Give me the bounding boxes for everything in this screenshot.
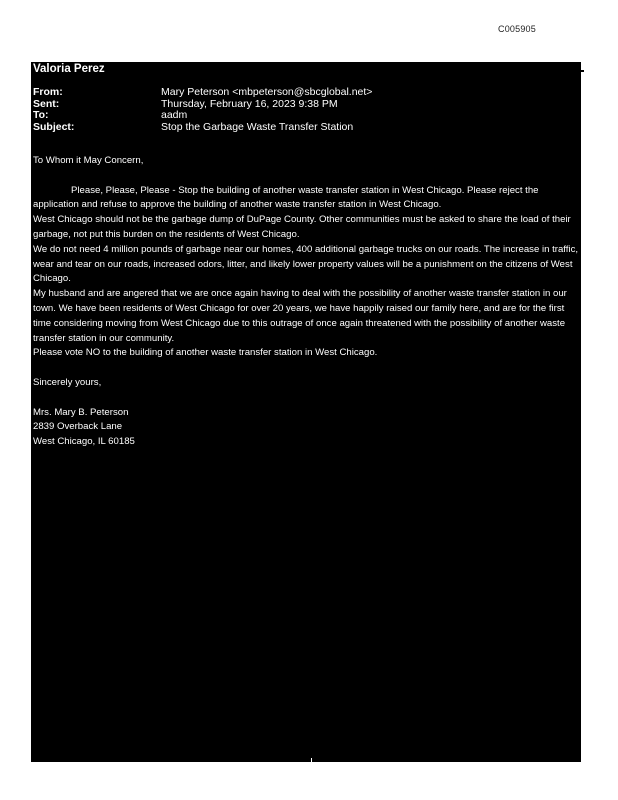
email-page xyxy=(31,62,581,762)
closing: Sincerely yours, xyxy=(33,376,102,388)
email-header xyxy=(33,87,573,133)
signature-name: Mrs. Mary B. Peterson xyxy=(33,406,129,418)
paragraph-5: Please vote NO to the building of another waste transfer station in West Chicago. xyxy=(33,347,378,359)
from-row xyxy=(33,87,573,99)
to-row xyxy=(33,110,573,122)
salutation: To Whom it May Concern, xyxy=(33,155,144,166)
subject-value: Stop the Garbage Waste Transfer Station xyxy=(161,120,354,133)
paragraph-2: West Chicago should not be the garbage dump of DuPage County. Other communities must be asked to share the load of their garbage, not put this burden on the residents of West Chicago. xyxy=(33,214,571,240)
sent-label: Sent: xyxy=(33,97,60,110)
document-id: C005905 xyxy=(498,24,536,34)
edge-mark xyxy=(581,70,584,72)
from-value: Mary Peterson <mbpeterson@sbcglobal.net> xyxy=(161,86,373,98)
signature-street: 2839 Overback Lane xyxy=(33,421,123,433)
sent-row xyxy=(33,99,573,111)
signature-city: West Chicago, IL 60185 xyxy=(33,436,135,448)
sender-name: Valoria Perez xyxy=(33,63,105,75)
paragraph-3: We do not need 4 million pounds of garbage near our homes, 400 additional garbage trucks on our roads. The increase in traffic, wear and tear on our roads, increased odors, litter, and likely lower property values will be a punishment on the citizens of West Chicago. xyxy=(33,243,579,285)
to-label: To: xyxy=(33,109,49,121)
paragraph-4: My husband and are angered that we are once again having to deal with the possibility of another waste transfer station in our town. We have been residents of West Chicago for over 20 years, we have happily raised our family here, and are for the first time considering moving from West Chicago due to this outrage of once again threatened with the possibility of another waste transfer station in our community. xyxy=(33,288,567,344)
page-mark xyxy=(311,758,312,764)
subject-row xyxy=(33,122,573,134)
subject-label: Subject: xyxy=(33,120,75,133)
paragraph-1: Please, Please, Please - Stop the building of another waste transfer station in West Chicago. Please reject the application and refuse to approve the building of another waste transfer station in West Chicago. xyxy=(33,184,539,211)
from-label: From: xyxy=(33,86,63,98)
sent-value: Thursday, February 16, 2023 9:38 PM xyxy=(161,97,338,110)
to-value: aadm xyxy=(161,109,188,121)
email-body xyxy=(33,154,579,450)
